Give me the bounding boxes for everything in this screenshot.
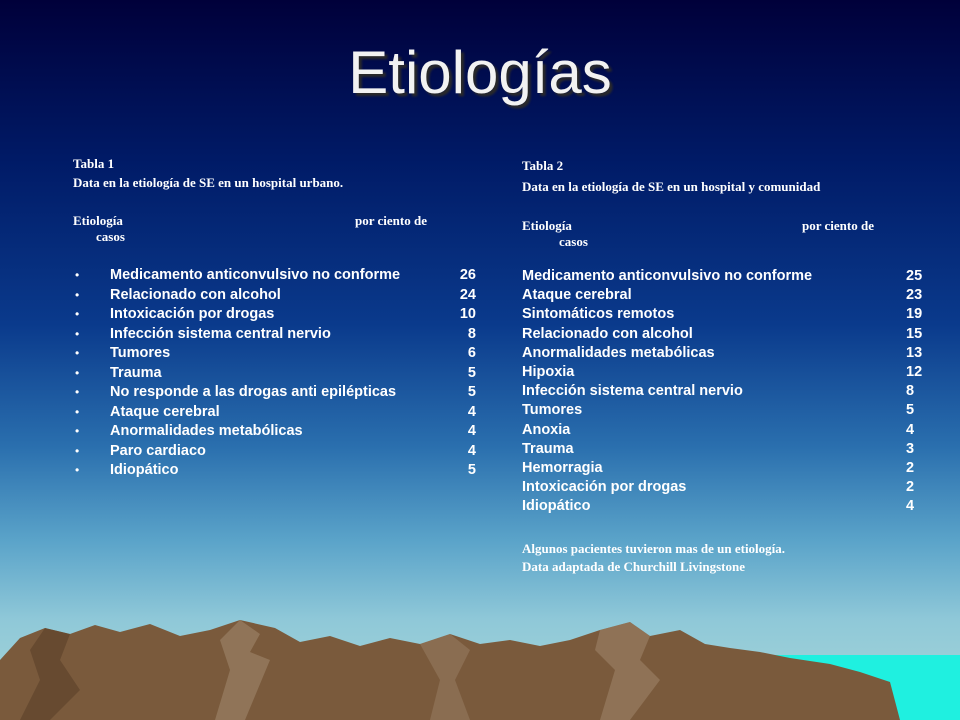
table-2-caption: Tabla 2 <box>522 158 564 173</box>
table-2-note-2: Data adaptada de Churchill Livingstone <box>522 559 745 574</box>
table-1-row-value: 5 <box>467 364 476 381</box>
table-1-row-label: Infección sistema central nervio <box>110 325 331 342</box>
table-1-row-value: 5 <box>467 384 476 400</box>
table-2-row-label: Trauma <box>522 440 574 457</box>
table-2-row-label: Anoxia <box>522 421 571 438</box>
table-2-col-value2: casos <box>559 234 588 249</box>
table-2-col-value: por ciento de <box>802 218 874 233</box>
bullet-icon: • <box>75 307 80 321</box>
table-1-row-value: 5 <box>467 462 476 478</box>
table-1-row-value: 24 <box>459 286 476 303</box>
table-1-row-label: Intoxicación por drogas <box>110 306 275 322</box>
table-1-row-label: Medicamento anticonvulsivo no conforme <box>110 267 401 283</box>
table-2-row-value: 19 <box>906 306 923 323</box>
table-2-row-label: Intoxicación por drogas <box>522 479 687 496</box>
bullet-icon: • <box>75 404 80 419</box>
table-2-row-value: 3 <box>906 440 915 457</box>
table-2-note-1: Algunos pacientes tuvieron mas de un etiología. <box>522 541 786 556</box>
table-1-row-value: 10 <box>459 306 476 322</box>
bullet-icon: • <box>75 287 80 302</box>
table-1-row-value: 4 <box>467 403 476 420</box>
bullet-icon: • <box>75 385 80 399</box>
table-1-row-label: Trauma <box>110 364 162 381</box>
mountain-landscape <box>0 600 960 720</box>
table-1-row-label: Idiopático <box>110 462 179 478</box>
table-2-row-label: Ataque cerebral <box>522 287 632 304</box>
table-2-row-value: 13 <box>906 344 923 361</box>
table-2-row-label: Infección sistema central nervio <box>522 383 743 400</box>
table-1-row-label: Anormalidades metabólicas <box>110 423 303 439</box>
table-1-caption: Tabla 1 <box>73 156 115 171</box>
table-2-row-value: 5 <box>906 402 915 419</box>
table-2-row-value: 25 <box>906 268 923 284</box>
table-2-row-value: 15 <box>906 325 923 342</box>
table-1-row-value: 6 <box>467 345 476 361</box>
table-1-row-value: 8 <box>467 325 476 342</box>
table-2-row-value: 2 <box>906 460 915 476</box>
bullet-icon: • <box>75 268 80 282</box>
bullet-icon: • <box>75 365 80 380</box>
table-2-row-label: Anormalidades metabólicas <box>522 344 715 361</box>
table-2-row-label: Hipoxia <box>522 364 575 380</box>
table-1-row-label: No responde a las drogas anti epilépticas <box>110 384 397 400</box>
table-1-row-label: Relacionado con alcohol <box>110 286 281 303</box>
table-1-col-value: por ciento de <box>355 213 427 228</box>
table-2-subtitle: Data en la etiología de SE en un hospital y comunidad <box>522 179 821 194</box>
table-2-row-label: Idiopático <box>522 498 591 515</box>
table-2-row-value: 12 <box>906 364 923 380</box>
table-1-row-value: 4 <box>467 442 476 459</box>
table-2-col-label: Etiología <box>522 218 572 233</box>
table-1-row-value: 4 <box>467 423 476 439</box>
table-1-col-value2: casos <box>96 229 125 244</box>
bullet-icon: • <box>75 443 80 458</box>
table-1-row-label: Paro cardiaco <box>110 442 206 459</box>
table-2-row-value: 8 <box>906 383 915 400</box>
table-2-row-value: 4 <box>906 421 915 438</box>
table-1-col-label: Etiología <box>73 213 123 228</box>
table-1-row-label: Tumores <box>110 345 171 361</box>
table-2-row-value: 4 <box>906 498 915 515</box>
bullet-icon: • <box>75 346 80 360</box>
table-2-row-label: Tumores <box>522 402 583 419</box>
bullet-icon: • <box>75 463 80 477</box>
table-1-row-value: 26 <box>459 267 476 283</box>
bullet-icon: • <box>75 424 80 438</box>
bullet-icon: • <box>75 326 80 341</box>
table-1-subtitle: Data en la etiología de SE en un hospital urbano. <box>73 175 344 190</box>
table-2-row-label: Sintomáticos remotos <box>522 306 675 323</box>
table-2-row-value: 23 <box>906 287 923 304</box>
slide-title: Etiologías <box>348 39 612 106</box>
table-2-row-label: Hemorragia <box>522 460 603 476</box>
table-2-row-value: 2 <box>906 479 915 496</box>
table-2-row-label: Relacionado con alcohol <box>522 325 693 342</box>
table-1-row-label: Ataque cerebral <box>110 403 220 420</box>
table-2-row-label: Medicamento anticonvulsivo no conforme <box>522 268 813 284</box>
